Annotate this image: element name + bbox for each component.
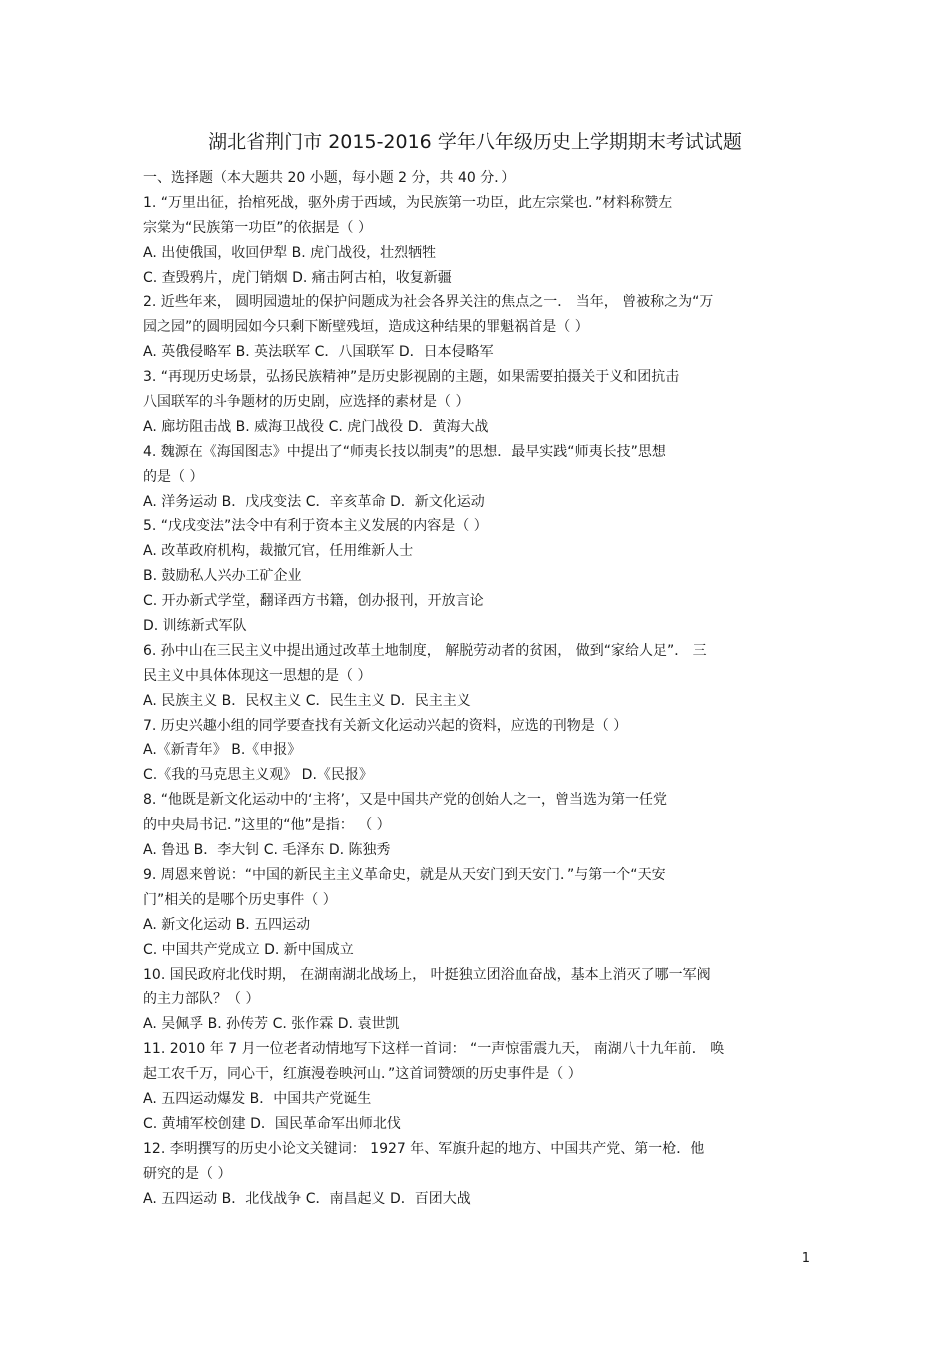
text-line: A. 民族主义 B．民权主义 C．民生主义 D．民主主义 bbox=[143, 692, 471, 709]
text-line: A. 吴佩孚 B. 孙传芳 C. 张作霖 D. 袁世凯 bbox=[143, 1016, 400, 1033]
text-line: 8. “他既是新文化运动中的‘主将’，又是中国共产党的创始人之一，曾当选为第一任党 bbox=[143, 792, 667, 809]
text-line: A. 洋务运动 B．戊戌变法 C．辛亥革命 D．新文化运动 bbox=[143, 493, 485, 510]
text-line: A. 出使俄国，收回伊犁 B. 虎门战役，壮烈牺牲 bbox=[143, 244, 437, 261]
text-line: C. 开办新式学堂，翻译西方书籍，创办报刊，开放言论 bbox=[143, 593, 484, 610]
text-line: 7. 历史兴趣小组的同学要查找有关新文化运动兴起的资料，应选的刊物是（ ） bbox=[143, 717, 628, 734]
text-line: 的是（ ） bbox=[143, 468, 204, 485]
text-line: B. 鼓励私人兴办工矿企业 bbox=[143, 568, 302, 585]
text-line: 12. 李明撰写的历史小论文关键词： 1927 年、军旗升起的地方、中国共产党、第一枪．他 bbox=[143, 1140, 705, 1157]
text-line: 起工农千万，同心干，红旗漫卷映河山．”这首词赞颂的历史事件是（ ） bbox=[143, 1066, 582, 1083]
text-line: 4. 魏源在《海国图志》中提出了“师夷长技以制夷”的思想．最早实践“师夷长技”思想 bbox=[143, 443, 666, 460]
text-line: 民主义中具体体现这一思想的是（ ） bbox=[143, 667, 372, 684]
text-line: 6. 孙中山在三民主义中提出通过改革土地制度， 解脱劳动者的贫困， 做到“家给人足”． 三 bbox=[143, 642, 707, 659]
text-line: D. 训练新式军队 bbox=[143, 618, 247, 635]
page-title: 湖北省荆门市 2015-2016 学年八年级历史上学期期末考试试题 bbox=[208, 131, 742, 153]
text-line: 的主力部队？（ ） bbox=[143, 991, 260, 1008]
text-line: C. 黄埔军校创建 D．国民革命军出师北伐 bbox=[143, 1115, 401, 1132]
text-line: A. 新文化运动 B. 五四运动 bbox=[143, 916, 311, 933]
page-number: 1 bbox=[801, 1251, 810, 1266]
text-line: 9. 周恩来曾说：“中国的新民主主义革命史，就是从天安门到天安门．”与第一个“天安 bbox=[143, 866, 666, 883]
text-line: A. 英俄侵略军 B. 英法联军 C．八国联军 D．日本侵略军 bbox=[143, 344, 494, 361]
text-line: C. 查毁鸦片，虎门销烟 D. 痛击阿古柏，收复新疆 bbox=[143, 269, 452, 286]
text-line: 5. “戊戌变法”法令中有利于资本主义发展的内容是（ ） bbox=[143, 518, 488, 535]
text-line: A.《新青年》 B.《申报》 bbox=[143, 742, 302, 759]
text-line: 宗棠为“民族第一功臣”的依据是（ ） bbox=[143, 219, 372, 236]
text-line: C.《我的马克思主义观》 D.《民报》 bbox=[143, 767, 373, 784]
text-line: A. 五四运动 B．北伐战争 C．南昌起义 D．百团大战 bbox=[143, 1190, 471, 1207]
text-line: 八国联军的斗争题材的历史剧，应选择的素材是（ ） bbox=[143, 394, 470, 411]
text-line: A. 廊坊阻击战 B. 威海卫战役 C. 虎门战役 D．黄海大战 bbox=[143, 418, 489, 435]
text-line: 3. “再现历史场景，弘扬民族精神”是历史影视剧的主题，如果需要拍摄关于义和团抗击 bbox=[143, 369, 680, 386]
text-line: 10. 国民政府北伐时期， 在湖南湖北战场上， 叶挺独立团浴血奋战，基本上消灭了哪一军阀 bbox=[143, 966, 711, 983]
text-line: A. 五四运动爆发 B．中国共产党诞生 bbox=[143, 1090, 372, 1107]
text-line: 的中央局书记．”这里的“他”是指： （ ） bbox=[143, 817, 391, 834]
text-line: A. 鲁迅 B．李大钊 C. 毛泽东 D. 陈独秀 bbox=[143, 842, 391, 859]
text-line: 1. “万里出征，抬棺死战，驱外虏于西域，为民族第一功臣，此左宗棠也．”材料称赞左 bbox=[143, 194, 673, 211]
text-line: 研究的是（ ） bbox=[143, 1165, 232, 1182]
question-list bbox=[143, 166, 813, 1211]
text-line: 11. 2010 年 7 月一位老者动情地写下这样一首词： “一声惊雷震九天， 南湖八十九年前． 唤 bbox=[143, 1041, 725, 1058]
text-line: 2. 近些年来， 圆明园遗址的保护问题成为社会各界关注的焦点之一． 当年， 曾被称之为“万 bbox=[143, 294, 714, 311]
text-line: 门”相关的是哪个历史事件（ ） bbox=[143, 891, 337, 908]
text-line: 一、选择题（本大题共 20 小题，每小题 2 分，共 40 分．） bbox=[143, 170, 516, 186]
text-line: A. 改革政府机构，裁撤冗官，任用维新人士 bbox=[143, 543, 414, 560]
text-line: 园之园”的圆明园如今只剩下断壁残垣，造成这种结果的罪魁祸首是（ ） bbox=[143, 319, 589, 336]
text-line: C. 中国共产党成立 D. 新中国成立 bbox=[143, 941, 354, 958]
